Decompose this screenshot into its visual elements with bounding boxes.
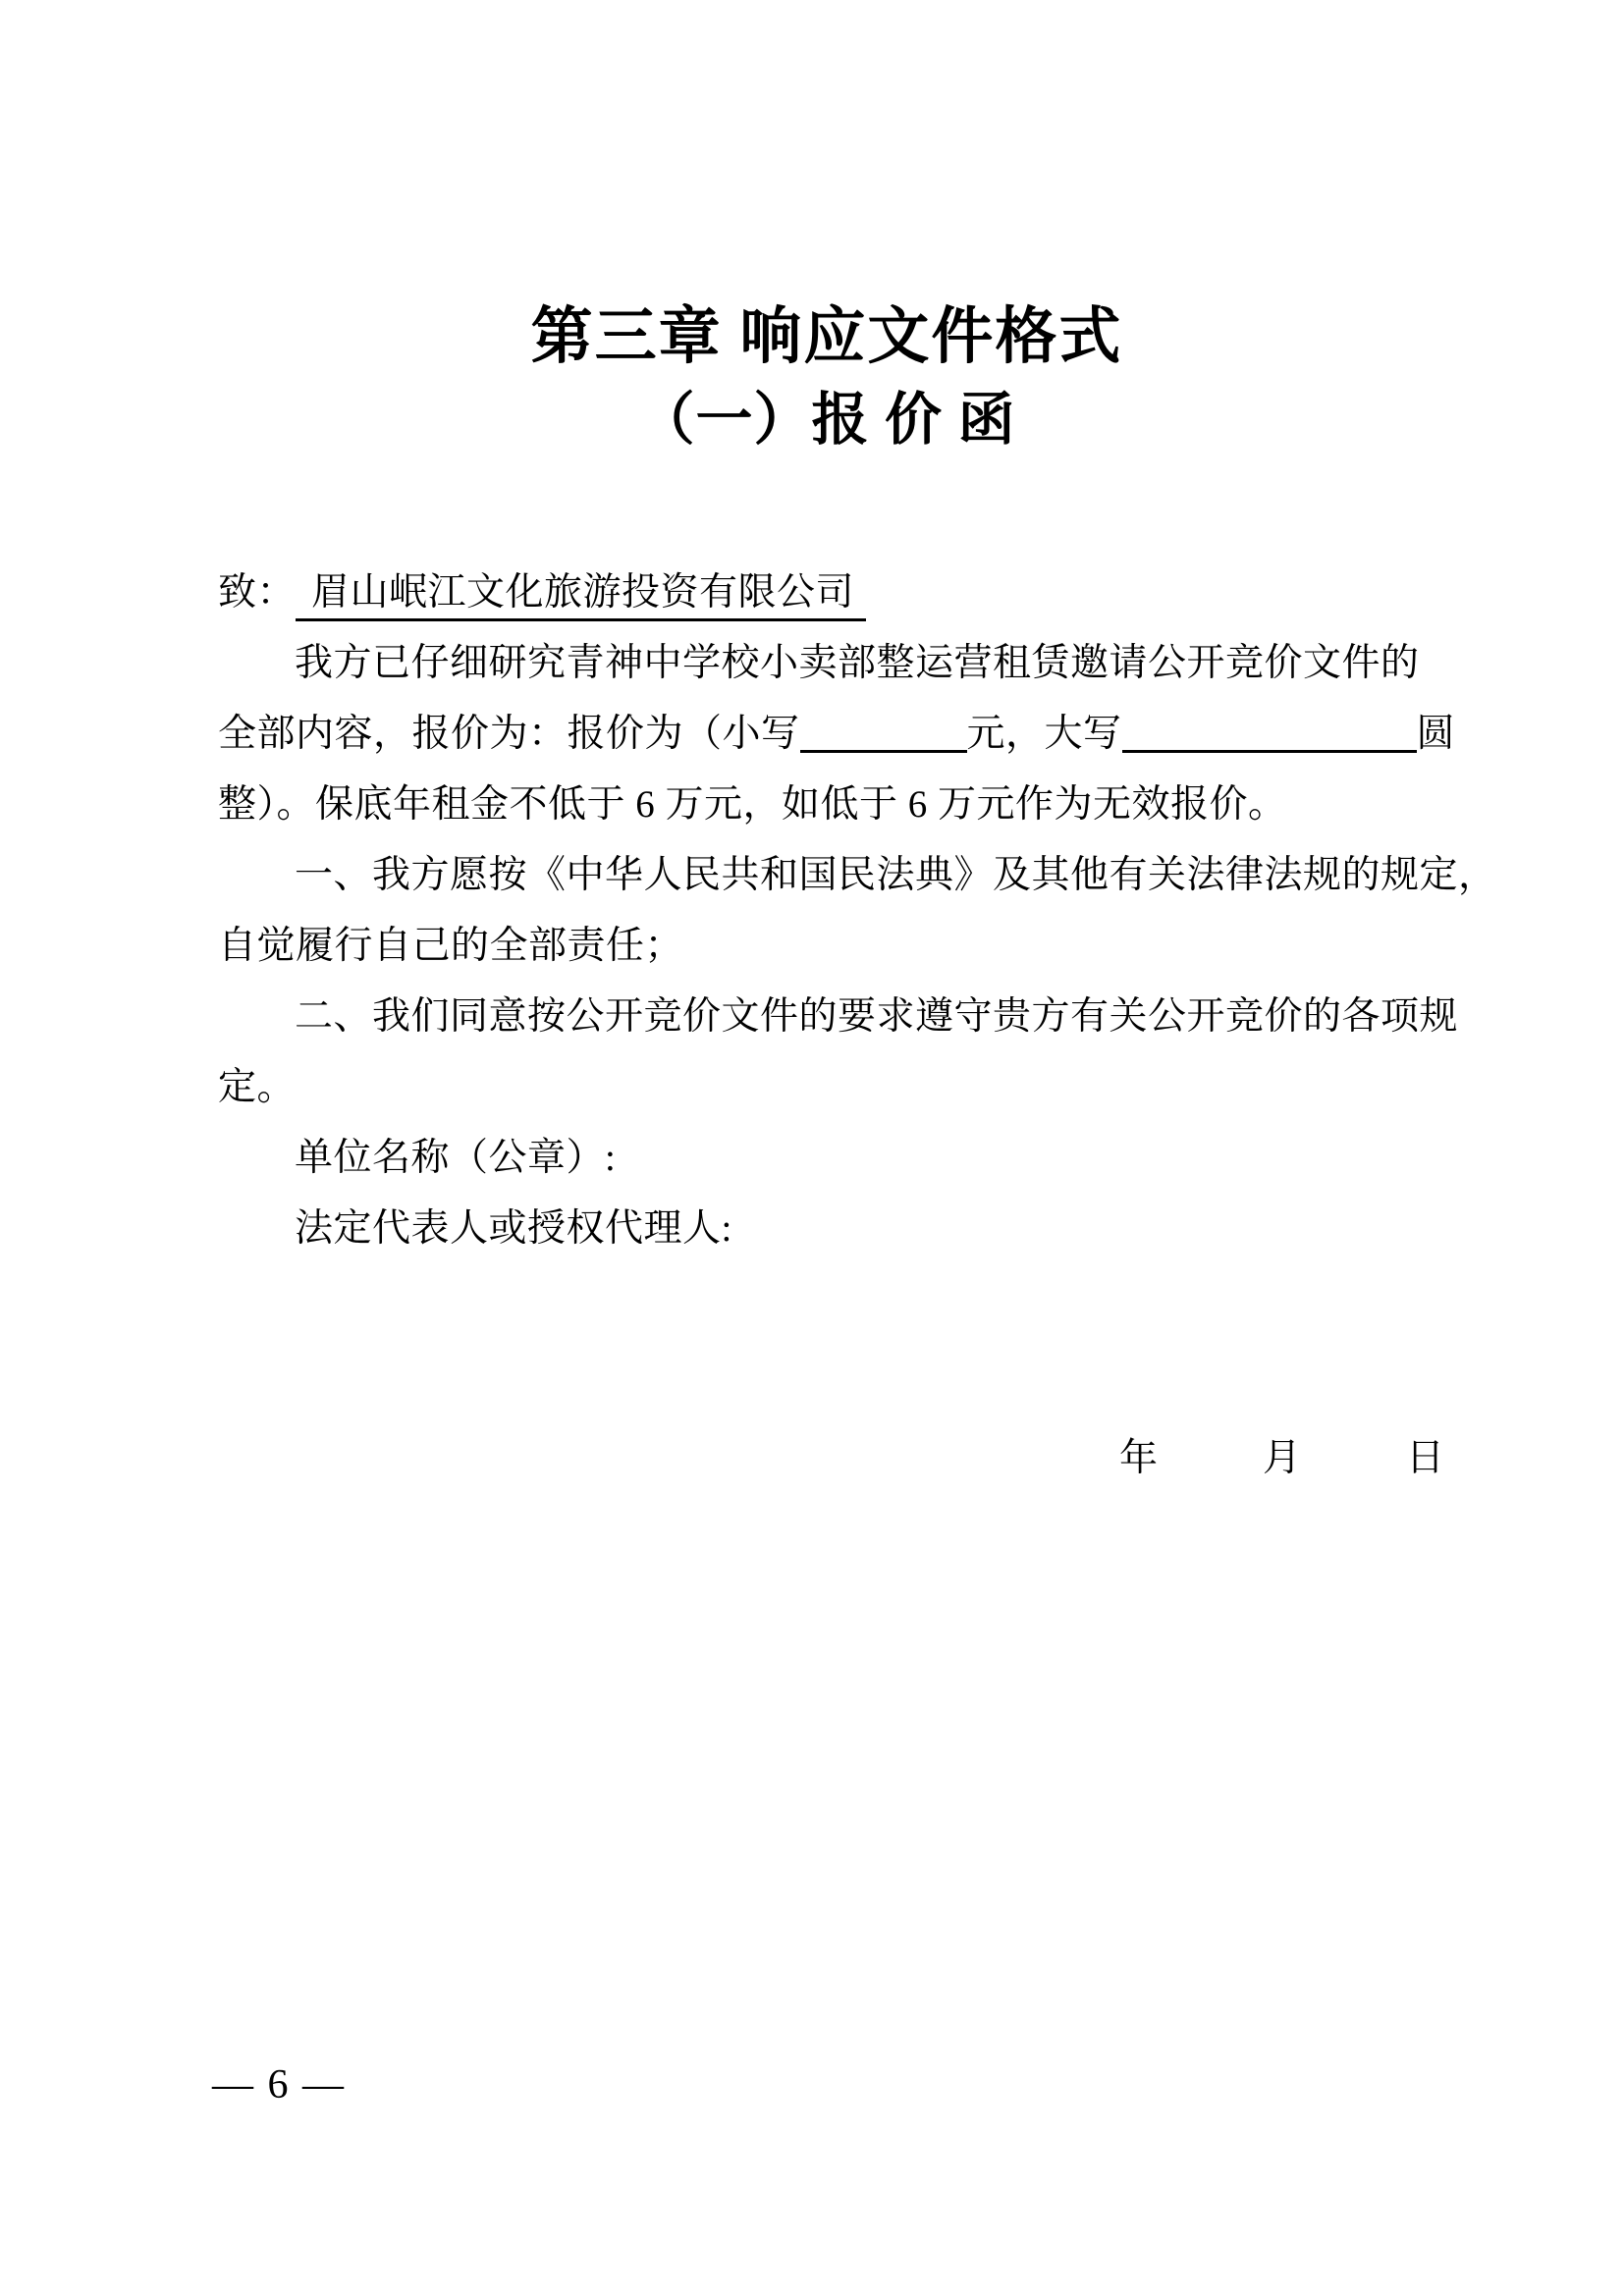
section-title: （一）报 价 函 bbox=[637, 388, 1016, 452]
body-line: 整）。保底年租金不低于 6 万元，如低于 6 万元作为无效报价。 bbox=[218, 783, 1287, 826]
amount-blank-numeric bbox=[800, 721, 967, 753]
chapter-title: 第三章 响应文件格式 bbox=[530, 302, 1123, 371]
date-day-label: 日 bbox=[1406, 1437, 1445, 1479]
price-line bbox=[218, 713, 1455, 756]
salutation-label: 致： bbox=[218, 571, 297, 614]
price-line-middle: 元，大写 bbox=[966, 713, 1122, 755]
date-line bbox=[1119, 1437, 1444, 1480]
date-year-label: 年 bbox=[1119, 1437, 1159, 1479]
date-month-label: 月 bbox=[1263, 1437, 1302, 1479]
page-number: — 6 — bbox=[212, 2062, 346, 2108]
price-line-prefix: 全部内容，报价为：报价为（小写 bbox=[218, 713, 800, 755]
body-line: 自觉履行自己的全部责任； bbox=[218, 925, 684, 967]
recipient-company-name: 眉山岷江文化旅游投资有限公司 bbox=[296, 571, 866, 621]
amount-blank-words bbox=[1122, 721, 1417, 753]
signature-representative-line: 法定代表人或授权代理人: bbox=[295, 1207, 732, 1250]
body-line: 一、我方愿按《中华人民共和国民法典》及其他有关法律法规的规定， bbox=[295, 854, 1497, 896]
signature-company-line: 单位名称（公章）: bbox=[295, 1137, 617, 1179]
body-line: 二、我们同意按公开竞价文件的要求遵守贵方有关公开竞价的各项规 bbox=[295, 995, 1459, 1038]
price-line-suffix: 圆 bbox=[1416, 713, 1456, 755]
salutation-line bbox=[218, 571, 1455, 614]
body-line: 我方已仔细研究青神中学校小卖部整运营租赁邀请公开竞价文件的 bbox=[295, 642, 1420, 684]
body-line: 定。 bbox=[218, 1066, 297, 1108]
